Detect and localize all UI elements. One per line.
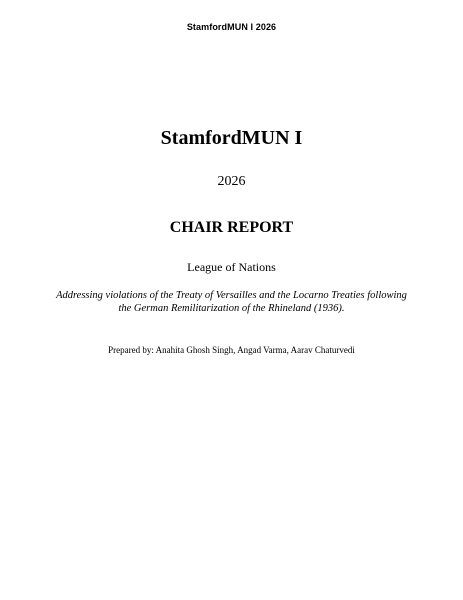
prepared-by: Prepared by: Anahita Ghosh Singh, Angad Varma, Aarav Chaturvedi: [108, 345, 355, 355]
agenda-line-1: Addressing violations of the Treaty of Versailles and the Locarno Treaties following: [56, 290, 407, 301]
document-year: 2026: [217, 174, 246, 189]
running-header: StamfordMUN I 2026: [186, 22, 277, 32]
agenda-line-2: the German Remilitarization of the Rhineland (1936).: [118, 303, 345, 314]
document-title: StamfordMUN I: [160, 127, 303, 149]
report-heading: CHAIR REPORT: [169, 219, 294, 236]
agenda-text: [20, 289, 443, 315]
committee-name: League of Nations: [187, 260, 276, 274]
